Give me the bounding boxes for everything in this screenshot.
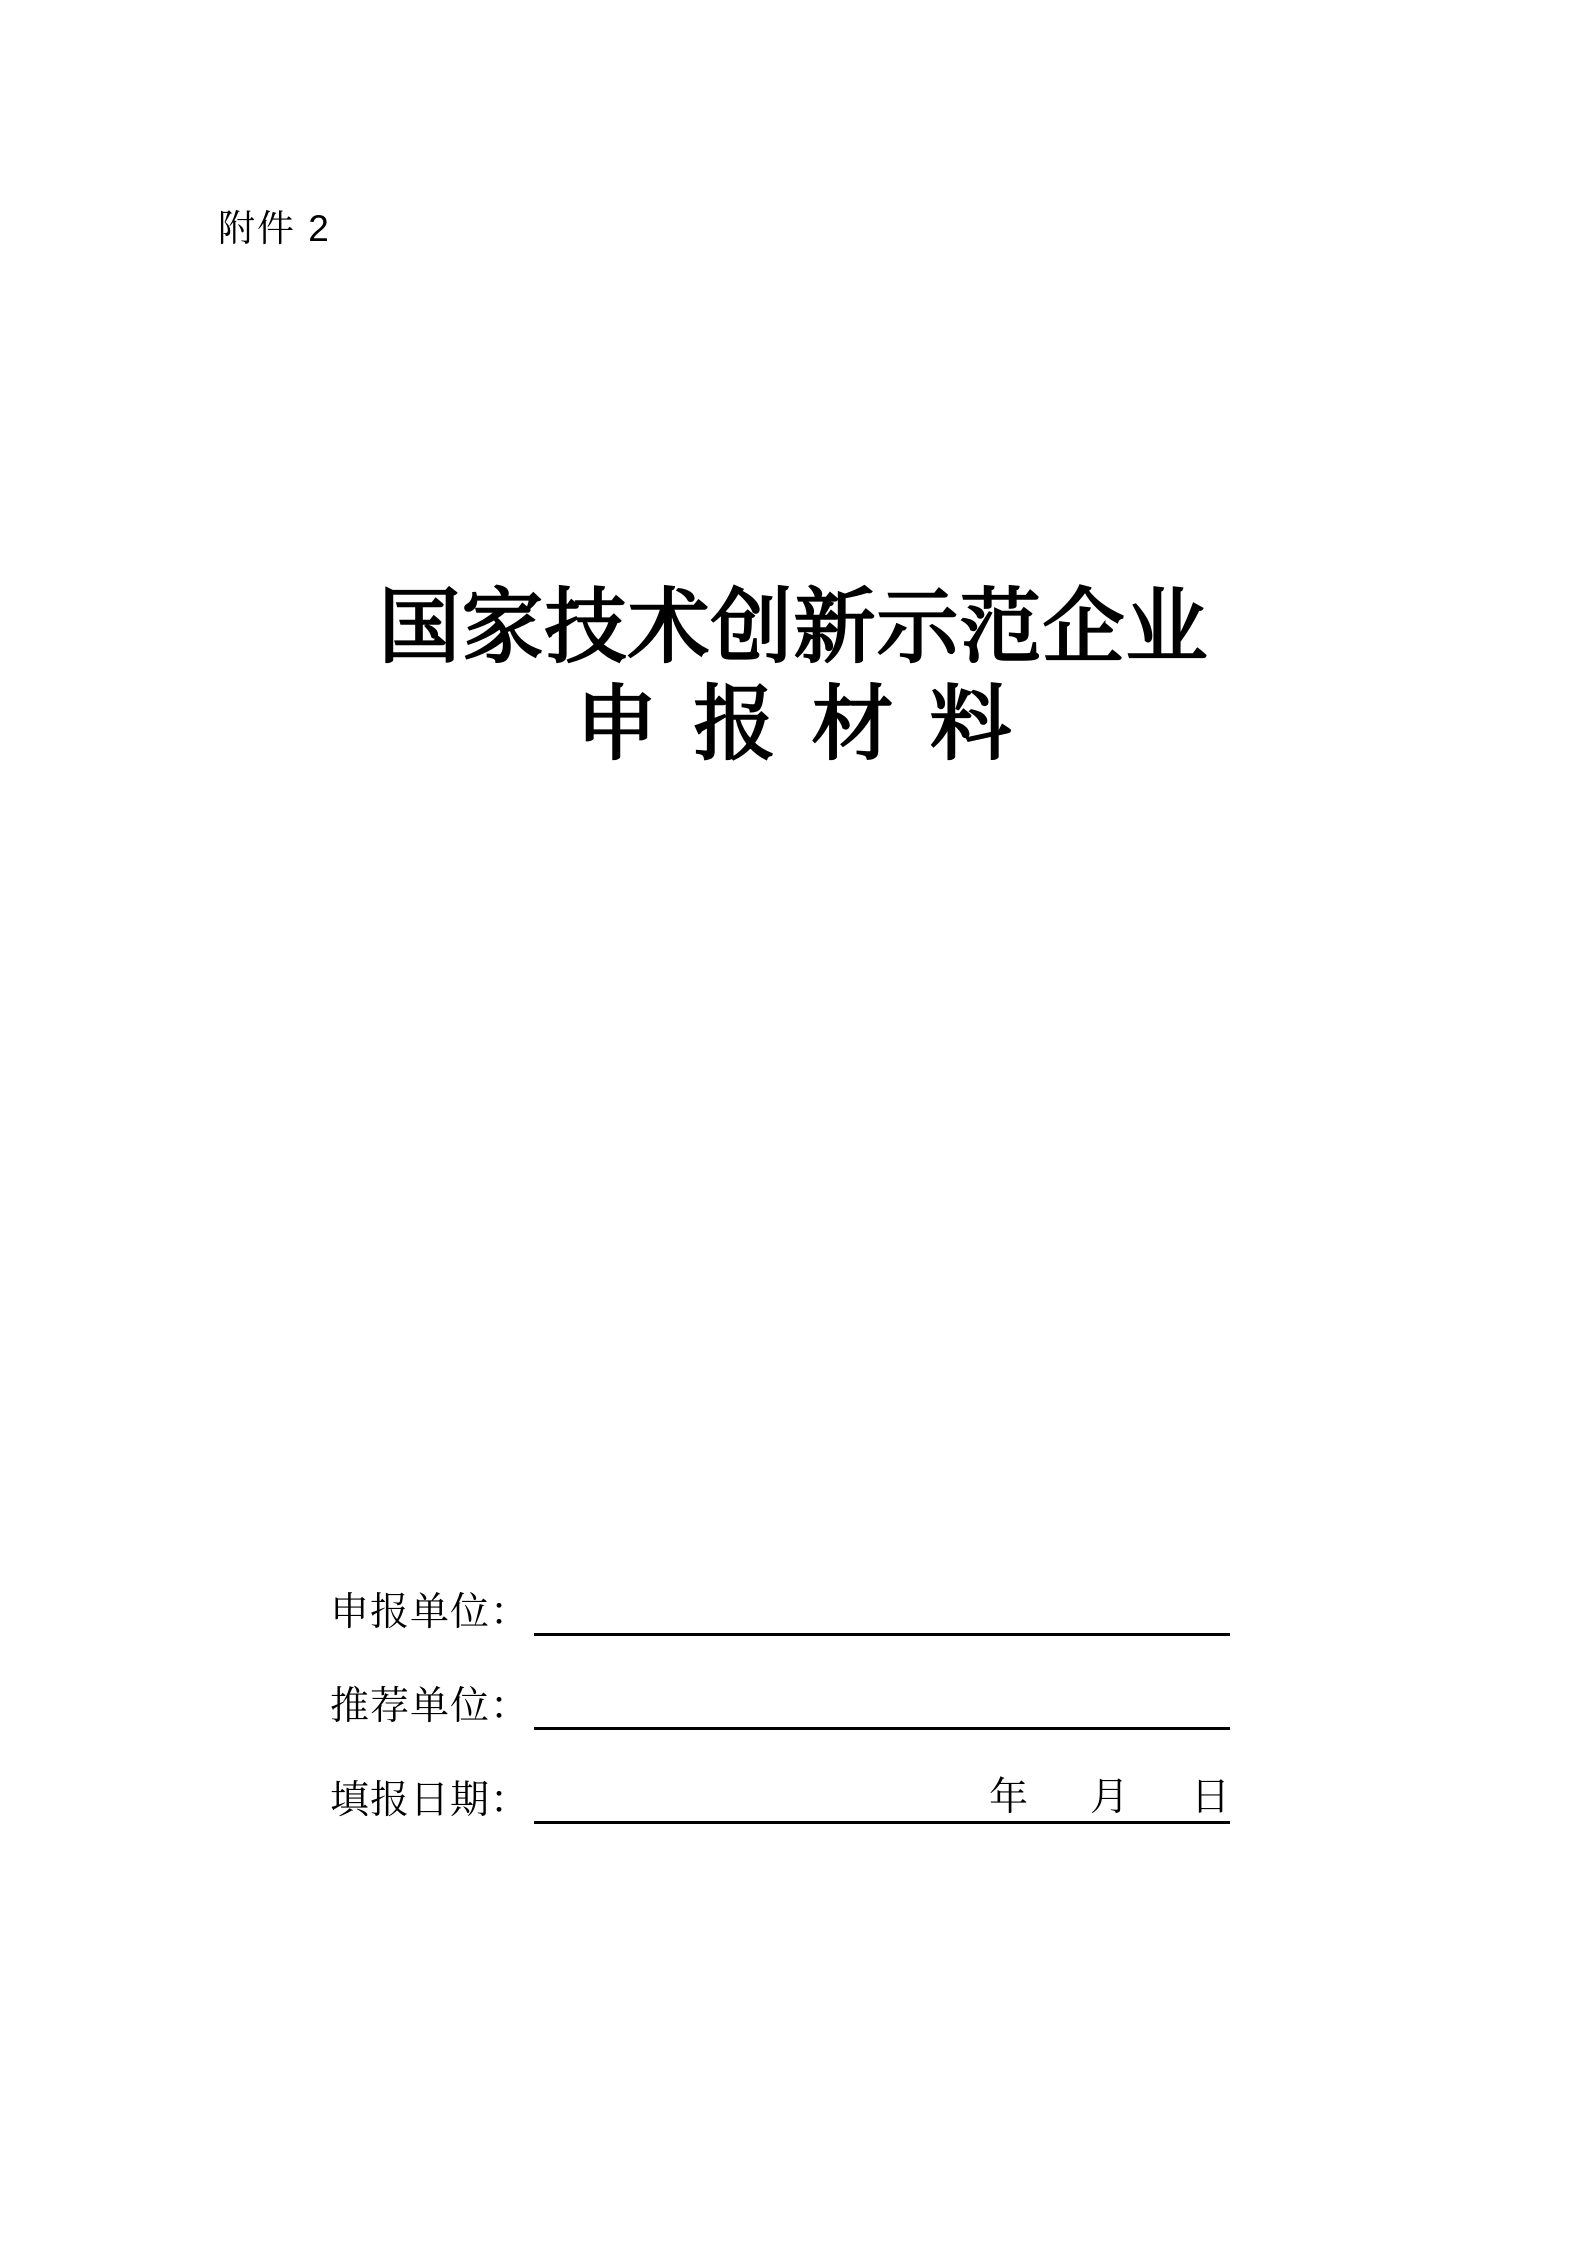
recommending-unit-label: 推荐单位： bbox=[330, 1685, 531, 1728]
date-unit-month: 月 bbox=[1089, 1776, 1129, 1819]
form-fields bbox=[330, 1580, 1230, 1862]
date-unit-day: 日 bbox=[1190, 1776, 1230, 1819]
title-line-secondary: 申报材料 bbox=[575, 678, 1048, 770]
applicant-unit-label: 申报单位： bbox=[330, 1591, 531, 1634]
recommending-unit-input[interactable] bbox=[534, 1681, 1230, 1730]
field-row-applicant-unit bbox=[330, 1580, 1230, 1636]
fill-date-input[interactable] bbox=[534, 1775, 1230, 1824]
field-row-fill-date bbox=[330, 1768, 1230, 1824]
title-line-primary: 国家技术创新示范企业 bbox=[378, 582, 1209, 673]
document-title bbox=[0, 580, 1587, 774]
attachment-label: 附件 2 bbox=[218, 208, 331, 249]
field-row-recommending-unit bbox=[330, 1674, 1230, 1730]
applicant-unit-input[interactable] bbox=[534, 1587, 1230, 1636]
date-unit-year: 年 bbox=[988, 1776, 1028, 1819]
fill-date-label: 填报日期： bbox=[330, 1779, 531, 1822]
